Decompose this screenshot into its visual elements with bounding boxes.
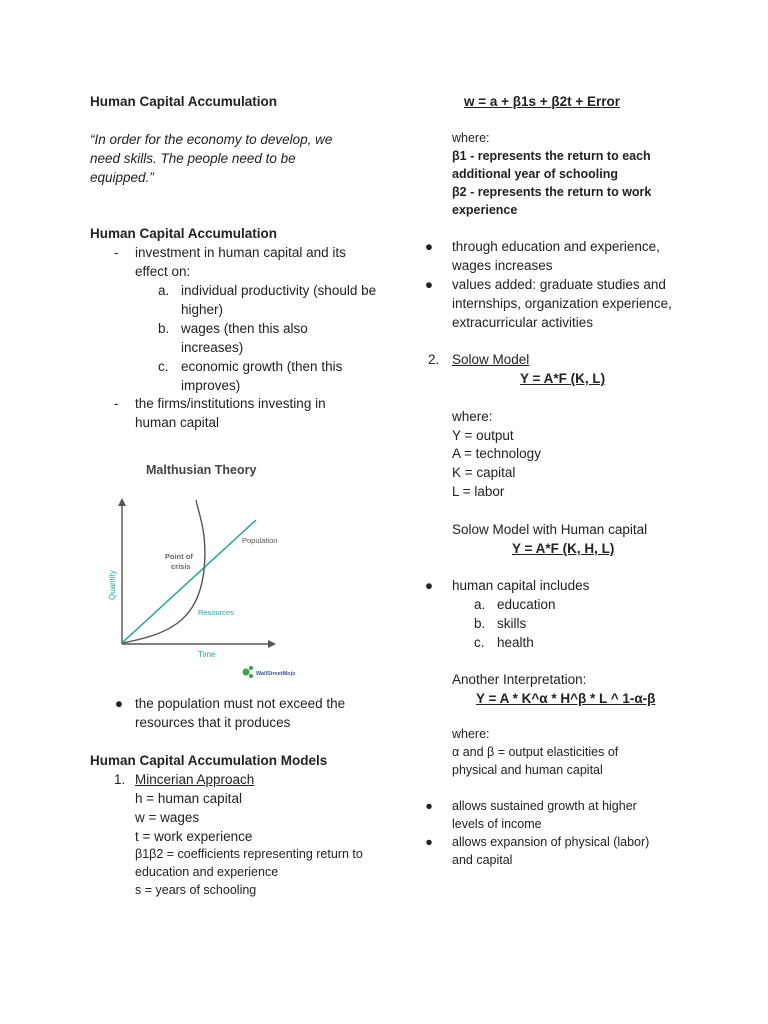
quote: “In order for the economy to develop, we need skills. The people need to be equipped.” [90, 132, 333, 185]
y-axis-arrow [118, 498, 126, 506]
def-t: t = work experience [135, 829, 253, 844]
bullet-item: allows sustained growth at higher levels of income [452, 799, 637, 831]
figure-title: Malthusian Theory [146, 463, 257, 477]
malthusian-figure [98, 452, 298, 684]
wallstreetmojo-logo [243, 666, 297, 678]
beta1-symbol: β1 [452, 149, 467, 163]
bullet-dot: ● [424, 239, 434, 254]
hc-item-a: education [497, 597, 556, 612]
resources-curve [123, 500, 205, 643]
hc-marker-a: a. [474, 597, 486, 612]
bullet-item: human capital includes [452, 578, 590, 593]
section-title-2: Human Capital Accumulation [90, 226, 278, 241]
beta1-text: - represents the return to each additional year of schooling [452, 149, 651, 181]
bullet-item: allows expansion of physical (labor) and capital [452, 835, 650, 867]
def-h: h = human capital [135, 791, 242, 806]
sub-marker-a: a. [158, 283, 170, 298]
beta2-text: - represents the return to work experience [452, 185, 652, 217]
sub-item-c: economic growth (then this improves) [181, 359, 343, 393]
sub-marker-c: c. [158, 359, 169, 374]
model-number-1: 1. [114, 772, 126, 787]
elasticity-def: α and β = output elasticities of physical and human capital [452, 745, 619, 777]
hc-marker-b: b. [474, 616, 486, 631]
hc-item-c: health [497, 635, 534, 650]
def-w: w = wages [135, 810, 200, 825]
population-line [123, 520, 256, 642]
model-name-1: Mincerian Approach [135, 772, 255, 787]
model-number-2: 2. [428, 352, 440, 367]
population-label: Population [242, 536, 278, 545]
models-title: Human Capital Accumulation Models [90, 753, 328, 768]
resources-label: Resources [198, 608, 234, 617]
where-label: where: [452, 727, 490, 741]
def-coef: β1β2 = coefficients representing return to education and experience [135, 847, 363, 879]
bullet-dot: ● [425, 799, 433, 813]
x-axis-arrow [268, 640, 276, 648]
dash-item-1: investment in human capital and its effect on: [135, 245, 346, 279]
y-axis-label: Quantity [108, 570, 117, 600]
where-label: where: [452, 131, 490, 145]
solow-def-a: A = technology [452, 446, 541, 461]
hc-item-b: skills [497, 616, 527, 631]
beta1-def [452, 147, 702, 183]
mincer-equation: w = a + β1s + β2t + Error [464, 94, 621, 109]
bullet-item: values added: graduate studies and internships, organization experience, extracurricular activities [452, 277, 672, 330]
solow-def-y: Y = output [452, 428, 514, 443]
bullet-dot: ● [114, 696, 124, 711]
bullet-item: through education and experience, wages increases [452, 239, 660, 273]
sub-marker-b: b. [158, 321, 170, 336]
sub-item-a: individual productivity (should be higher) [181, 283, 377, 317]
dash-item-2: the firms/institutions investing in human capital [135, 396, 326, 430]
section-title: Human Capital Accumulation [90, 94, 278, 109]
beta2-symbol: β2 [452, 185, 467, 199]
hc-marker-c: c. [474, 635, 485, 650]
solow-equation: Y = A*F (K, L) [520, 371, 606, 386]
beta2-def [452, 183, 702, 219]
x-axis-label: Time [198, 650, 216, 659]
dash-marker: - [114, 396, 119, 411]
dash-marker: - [114, 245, 119, 260]
bullet-dot: ● [425, 835, 433, 849]
model-name-2: Solow Model [452, 352, 530, 367]
crisis-label-1: Point of [165, 552, 193, 561]
where-label: where: [452, 409, 493, 424]
bullet-dot: ● [424, 277, 434, 292]
bullet-item: the population must not exceed the resources that it produces [135, 696, 346, 730]
another-title: Another Interpretation: [452, 672, 587, 687]
logo-text: WallStreetMojo [256, 671, 296, 677]
solow-hc-equation: Y = A*F (K, H, L) [512, 541, 615, 556]
another-equation: Y = A * K^α * H^β * L ^ 1-α-β [476, 691, 656, 706]
crisis-label-2: crisis [171, 562, 191, 571]
solow-def-l: L = labor [452, 484, 505, 499]
solow-hc-title: Solow Model with Human capital [452, 522, 648, 537]
solow-def-k: K = capital [452, 465, 516, 480]
bullet-dot: ● [424, 578, 434, 593]
sub-item-b: wages (then this also increases) [181, 321, 308, 355]
def-s: s = years of schooling [135, 883, 257, 897]
